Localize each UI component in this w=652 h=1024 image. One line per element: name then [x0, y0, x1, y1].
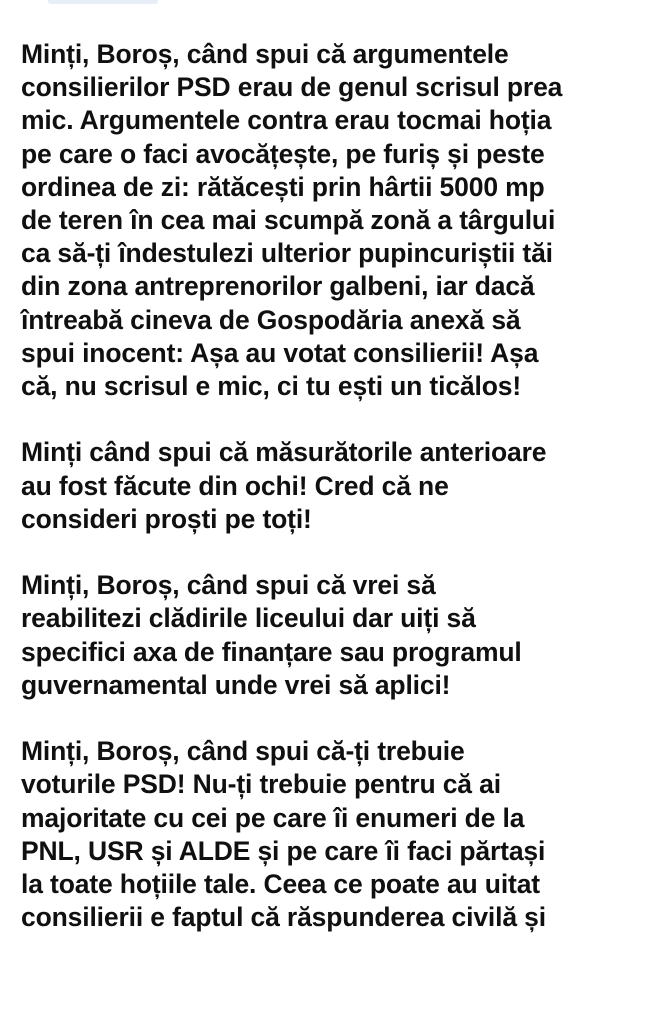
text-line: au fost făcute din ochi! Cred că ne	[21, 470, 449, 501]
text-line: consideri proști pe toți!	[21, 503, 312, 534]
text-line: că, nu scrisul e mic, ci tu ești un ticălos!	[21, 371, 522, 402]
text-line: Minți, Boroș, când spui că argumentele	[21, 39, 509, 69]
text-line: ca să-ți îndestulezi ulterior pupincuriștii tăi	[21, 238, 553, 269]
paragraph-1	[21, 38, 643, 403]
text-line: reabilitezi clădirile liceului dar uiți să	[21, 603, 476, 634]
text-line: guvernamental unde vrei să aplici!	[21, 669, 451, 700]
text-line: mic. Argumentele contra erau tocmai hoția	[21, 105, 552, 136]
text-line: specifici axa de finanțare sau programul	[21, 636, 522, 667]
text-line: PNL, USR și ALDE și pe care îi faci părtași	[21, 835, 546, 866]
paragraph-3	[21, 569, 643, 702]
text-line: voturile PSD! Nu-ți trebuie pentru că ai	[21, 769, 501, 800]
text-line: la toate hoțiile tale. Ceea ce poate au uitat	[21, 869, 540, 900]
text-line: majoritate cu cei pe care îi enumeri de la	[21, 802, 525, 833]
text-line: pe care o faci avocățește, pe furiș și peste	[21, 138, 545, 169]
text-line: de teren în cea mai scumpă zonă a târgului	[21, 205, 556, 236]
text-line: ordinea de zi: rătăcești prin hârtii 5000 mp	[21, 171, 545, 202]
post-text	[21, 38, 643, 968]
text-line: Minți când spui că măsurătorile anterioare	[21, 437, 547, 468]
text-line: Minți, Boroș, când spui că-ți trebuie	[21, 736, 465, 767]
text-line: consilierilor PSD erau de genul scrisul prea	[21, 72, 563, 103]
text-line: consilierii e faptul că răspunderea civilă și	[21, 902, 546, 933]
paragraph-4	[21, 735, 643, 934]
text-line: spui inocent: Așa au votat consilierii! Așa	[21, 337, 539, 368]
text-line: din zona antreprenorilor galbeni, iar dacă	[21, 271, 535, 302]
text-line: întreabă cineva de Gospodăria anexă să	[21, 304, 521, 335]
text-line: Minți, Boroș, când spui că vrei să	[21, 570, 436, 601]
paragraph-2	[21, 436, 643, 536]
top-accent-bar	[48, 0, 158, 4]
